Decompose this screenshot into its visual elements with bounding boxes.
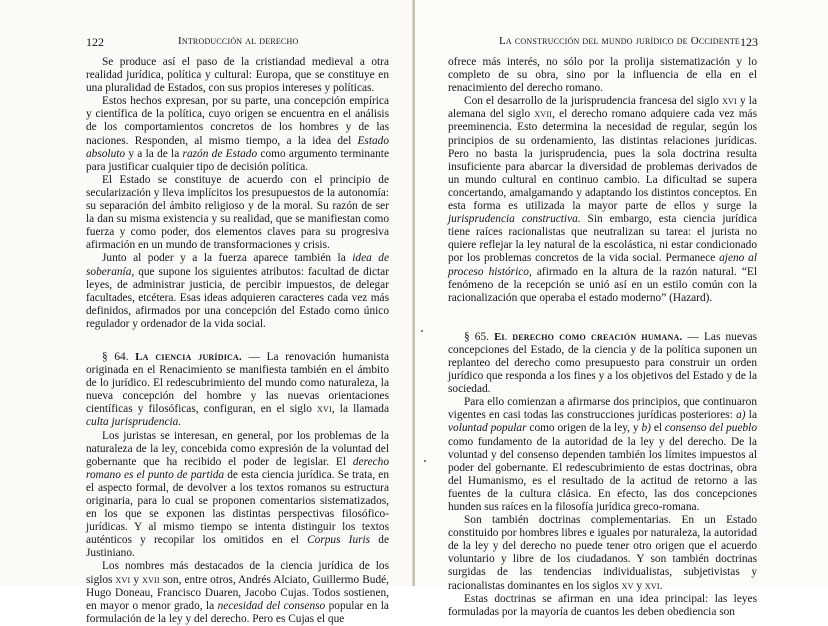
section-64: § 64. La ciencia jurídica. — La renovación humanista originada en el Renacimiento se manifiesta también en el ámbito de lo jurídico. El redescubrimiento del mundo como naturaleza, la nueva concepción del hombre y las nuevas orientaciones científicas y filosóficas, configuran, en el siglo xvi, la llamada culta jurisprudencia.: [86, 350, 389, 429]
section-title: La ciencia jurídica.: [135, 350, 242, 363]
paragraph: Junto al poder y a la fuerza aparece también la idea de soberanía, que supone los siguientes atributos: facultad de dictar leyes, de administrar justicia, de percibir impuestos, de delegar facultades, etcétera. Esas ideas adquieren caracteres cada vez más definidos, afirmados por una concepción del Estado como único regulador y ordenador de la vida social.: [86, 252, 389, 330]
paragraph: Con el desarrollo de la jurisprudencia francesa del siglo xvi y la alemana del siglo xvii, el derecho romano adquiere cada vez más preeminencia. Esto determina la necesidad de regular, según los principios de su ordenamiento, las distintas relaciones jurídicas. Pero no basta la jurisprudencia, pues la sola doctrina resulta insuficiente para abarcar la diversidad de problemas derivados de un mundo cultural en continuo cambio. La dificultad se supera concertando, amalgamando y adaptando los distintos conceptos. En esta forma es utilizada la mayor parte de ellos y surge la jurisprudencia constructiva. Sin embargo, esta ciencia jurídica tiene raíces racionalistas que neutralizan su tarea: el jurista no quiere reflejar la ley natural de la escolástica, ni estar condicionado por los problemas concretos de la vida social. Permanece ajeno al proceso histórico, afirmado en la altura de la razón natural. “El fenómeno de la recepción se unió así en un estilo común con la racionalización que operaba el estado moderno” (Hazard).: [448, 95, 758, 304]
section-number: § 64.: [102, 350, 129, 363]
right-page: [415, 0, 828, 618]
scan-speck: [421, 330, 423, 332]
paragraph: El Estado se constituye de acuerdo con el principio de secularización y lleva implícitos los presupuestos de la autonomía: su separación del ámbito religioso y de la moral. Su razón de ser la dan su misma existencia y su realidad, que se manifiestan como fuerza y como poder, dos elementos claves para su progresiva afirmación en un mundo de transformaciones y crisis.: [86, 173, 389, 252]
paragraph: Los juristas se interesan, en general, por los problemas de la naturaleza de la ley, concebida como expresión de la voluntad del gobernante que ha recibido el poder de legislar. El derecho romano es el punto de partida de esta ciencia jurídica. Se trata, en el aspecto formal, de devolver a los textos romanos su estructura originaria, para lo cual se proponen comentarios sistematizados, en los que se exponen las distintas perspectivas filosófico-jurídicas. Y al mismo tiempo se intenta distinguir los textos auténticos y recopilar los omitidos en el Corpus Iuris de Justiniano.: [86, 429, 389, 560]
right-running-head: La construcción del mundo jurídico de Occidente: [499, 35, 741, 47]
right-text-column: [448, 56, 757, 619]
scan-speck: [424, 460, 426, 462]
paragraph: Los nombres más destacados de la ciencia jurídica de los siglos xvi y xvii son, entre otros, Andrés Alciato, Guillermo Budé, Hugo Doneau, Francisco Duaren, Jacobo Cujas. Todos sostienen, en mayor o menor grado, la necesidad del consenso popular en la formulación de la ley y del derecho. Pero es Cujas el que: [86, 560, 389, 625]
section-number: § 65.: [464, 330, 489, 343]
paragraph: Se produce así el paso de la cristiandad medieval a otra realidad jurídica, política y cultural: Europa, que se constituye en una pluralidad de Estados, con sus propios intereses y políticas.: [86, 56, 389, 95]
paragraph: Estas doctrinas se afirman en una idea principal: las leyes formuladas por la mayoría de cuantos les deben obediencia son: [448, 592, 757, 618]
section-65: § 65. El derecho como creación humana. — Las nuevas concepciones del Estado, de la ciencia y de la política suponen un replanteo del derecho como presupuesto para construir un orden jurídico que responda a los fines y a los objetivos del Estado y de la sociedad.: [448, 330, 757, 396]
left-page-number: 122: [86, 35, 104, 49]
paragraph: ofrece más interés, no sólo por la prolija sistematización y lo completo de su obra, sino por la influencia de ella en el renacimiento del derecho romano.: [448, 56, 757, 95]
paragraph: Estos hechos expresan, por su parte, una concepción empírica y científica de la política, cuyo origen se encuentra en el análisis de los comportamientos concretos de los hombres y de las naciones. Responden, al mismo tiempo, a la idea del Estado absoluto y a la de la razón de Estado como argumento terminante para justificar cualquier tipo de decisión política.: [86, 95, 389, 173]
left-page: [0, 0, 414, 625]
left-running-head: Introducción al derecho: [178, 35, 299, 47]
paragraph: Para ello comienzan a afirmarse dos principios, que continuaron vigentes en casi todas las construcciones jurídicas posteriores: a) la voluntad popular como origen de la ley, y b) el consenso del pueblo como fundamento de la autoridad de la ley y del derecho. De la voluntad y del consenso dependen también los límites impuestos al poder del gobernante. El redescubrimiento de estas doctrinas, obra del Humanismo, es el resultado de la actitud de retorno a las fuentes de la cultura clásica. En efecto, las dos concepciones hunden sus raíces en la filosofía jurídica greco-romana.: [448, 396, 757, 513]
paragraph: Son también doctrinas complementarias. En un Estado constituido por hombres libres e iguales por naturaleza, la autoridad de la ley y del derecho no puede tener otro origen que el acuerdo voluntario y libre de los ciudadanos. Y son también doctrinas surgidas de las tendencias individualistas, subjetivistas y racionalistas dominantes en los siglos xv y xvi.: [448, 514, 757, 592]
section-title: El derecho como creación humana.: [494, 330, 683, 343]
right-page-number: 123: [740, 35, 758, 49]
left-text-column: [86, 56, 389, 626]
